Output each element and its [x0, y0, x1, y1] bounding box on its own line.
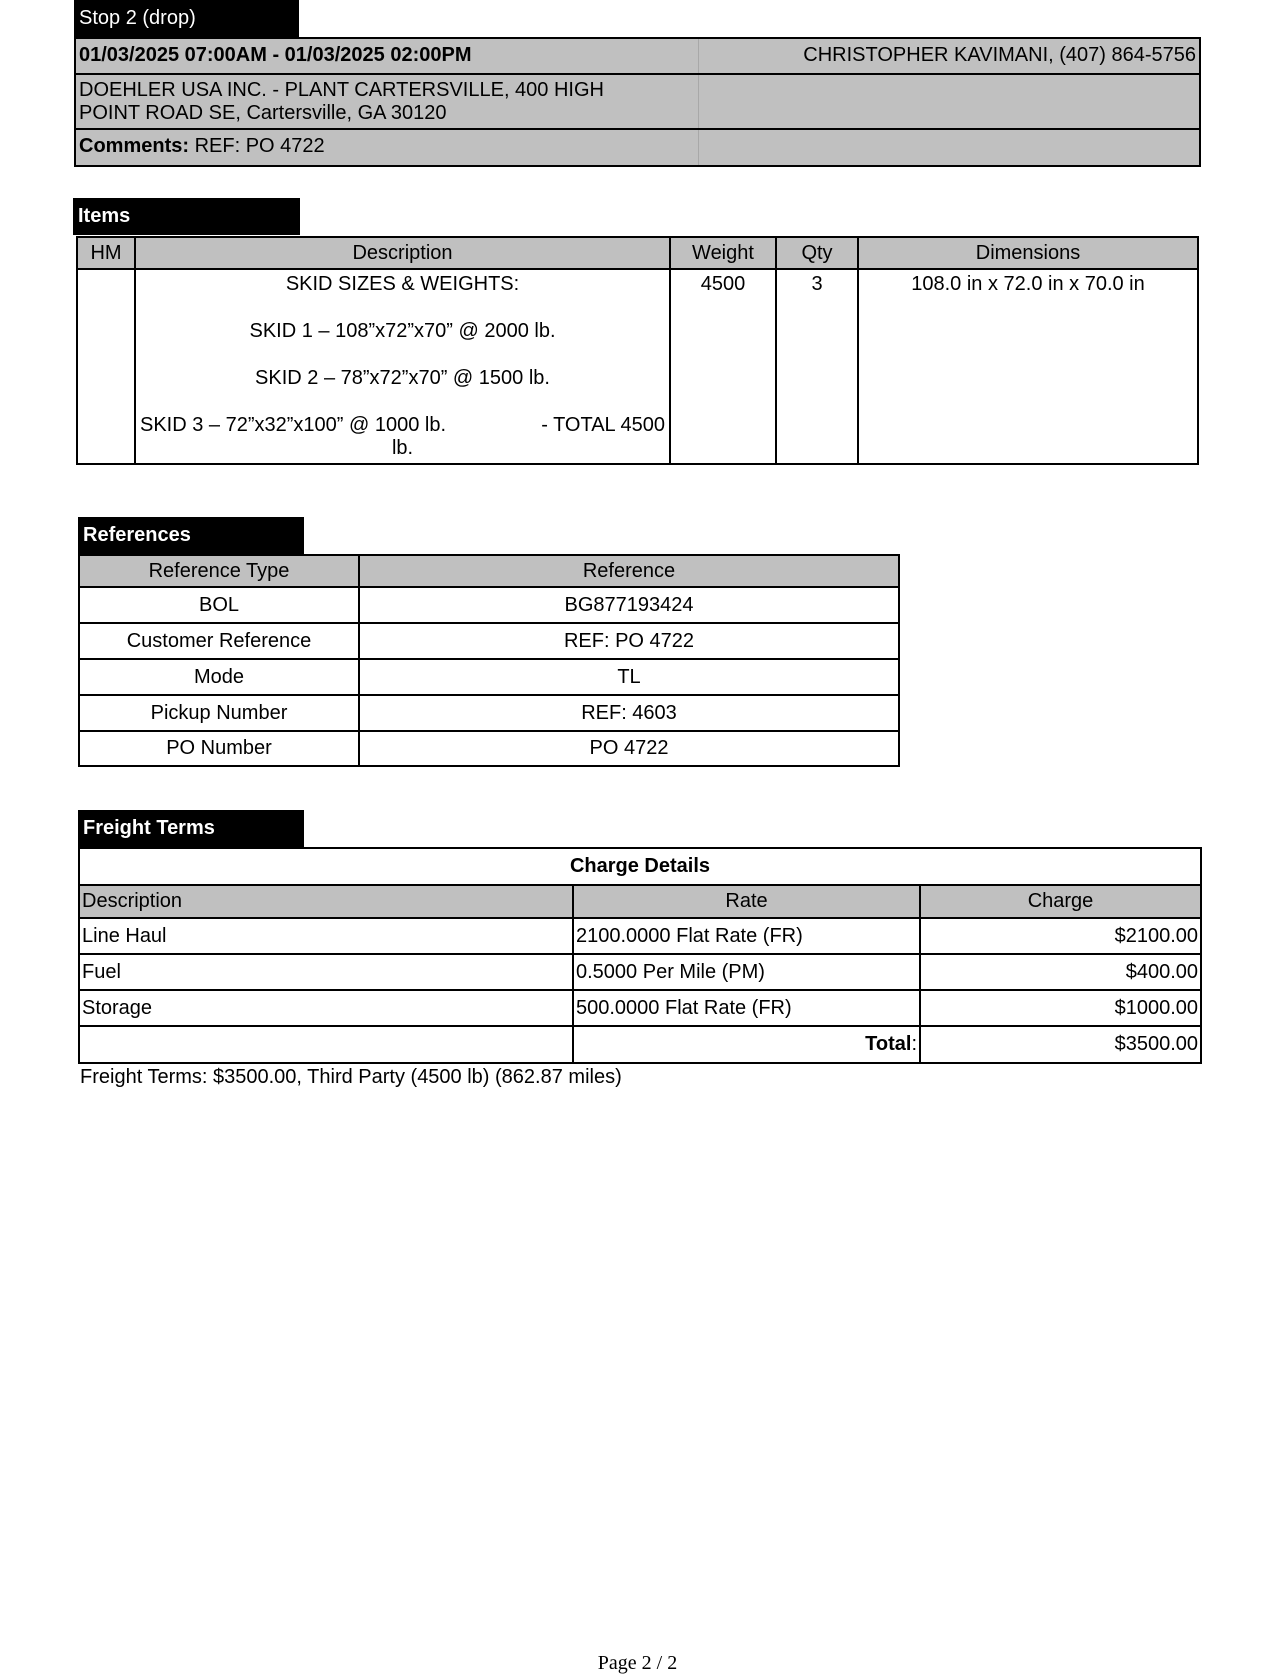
- stop-tab-label: Stop 2 (drop): [79, 7, 196, 29]
- items-tab-label: Items: [78, 205, 131, 227]
- table-row: [79, 659, 899, 695]
- charge-description: Storage: [79, 990, 573, 1026]
- items-header-description: Description: [135, 237, 670, 269]
- items-header-weight: Weight: [670, 237, 776, 269]
- reference-type: PO Number: [79, 731, 359, 766]
- charge-amount: $400.00: [920, 954, 1201, 990]
- item-desc-line4a: SKID 3 – 72”x32”x100” @ 1000 lb.: [140, 414, 447, 436]
- page-number: Page 2 / 2: [597, 1652, 678, 1674]
- item-description: [135, 269, 670, 464]
- total-label-cell: [573, 1026, 920, 1063]
- table-row: [79, 695, 899, 731]
- total-empty-cell: [79, 1026, 573, 1063]
- freight-header-row: [79, 885, 1201, 918]
- item-hm: [77, 269, 135, 464]
- stop-comments-row: [76, 130, 1199, 165]
- reference-value: REF: 4603: [359, 695, 899, 731]
- item-weight: 4500: [670, 269, 776, 464]
- table-row: [79, 918, 1201, 954]
- stop-address-row: [76, 75, 1199, 130]
- charge-description: Line Haul: [79, 918, 573, 954]
- references-header-value: Reference: [359, 555, 899, 587]
- stop-address: [79, 79, 604, 125]
- charge-details-title: Charge Details: [79, 848, 1201, 885]
- reference-type: Mode: [79, 659, 359, 695]
- table-row: [79, 990, 1201, 1026]
- table-row: [79, 954, 1201, 990]
- stop-details-box: [74, 37, 1201, 167]
- stop-address-line2: POINT ROAD SE, Cartersville, GA 30120: [79, 102, 447, 124]
- table-row: [79, 623, 899, 659]
- items-header-dimensions: Dimensions: [858, 237, 1198, 269]
- reference-value: TL: [359, 659, 899, 695]
- reference-type: Pickup Number: [79, 695, 359, 731]
- reference-value: PO 4722: [359, 731, 899, 766]
- total-label: Total: [865, 1033, 912, 1055]
- stop-contact: CHRISTOPHER KAVIMANI, (407) 864-5756: [803, 44, 1196, 66]
- table-row: [79, 731, 899, 766]
- item-desc-line2: SKID 1 – 108”x72”x70” @ 2000 lb.: [249, 320, 556, 342]
- stop-time-row: [76, 39, 1199, 75]
- charge-rate: 500.0000 Flat Rate (FR): [573, 990, 920, 1026]
- item-dimensions: 108.0 in x 72.0 in x 70.0 in: [858, 269, 1198, 464]
- freight-terms-summary: Freight Terms: $3500.00, Third Party (4500 lb) (862.87 miles): [80, 1066, 622, 1088]
- item-desc-line3: SKID 2 – 78”x72”x70” @ 1500 lb.: [255, 367, 550, 389]
- table-row: [79, 587, 899, 623]
- charge-amount: $1000.00: [920, 990, 1201, 1026]
- charge-rate: 0.5000 Per Mile (PM): [573, 954, 920, 990]
- item-desc-line4: [140, 414, 665, 437]
- items-header-row: [77, 237, 1198, 269]
- items-table: [76, 236, 1199, 465]
- items-row: [77, 269, 1198, 464]
- reference-value: REF: PO 4722: [359, 623, 899, 659]
- total-value: $3500.00: [920, 1026, 1201, 1063]
- stop-comments: [79, 135, 325, 158]
- item-desc-line5: lb.: [391, 437, 414, 459]
- items-tab: [73, 198, 300, 235]
- charge-details-title-row: [79, 848, 1201, 885]
- freight-terms-tab: [78, 810, 304, 847]
- charge-amount: $2100.00: [920, 918, 1201, 954]
- freight-header-description: Description: [79, 885, 573, 918]
- charge-rate: 2100.0000 Flat Rate (FR): [573, 918, 920, 954]
- item-desc-line4b: - TOTAL 4500: [541, 414, 665, 436]
- stop-comments-value: REF: PO 4722: [194, 135, 325, 157]
- freight-terms-tab-label: Freight Terms: [83, 817, 215, 839]
- reference-type: BOL: [79, 587, 359, 623]
- total-colon: :: [911, 1033, 917, 1055]
- reference-value: BG877193424: [359, 587, 899, 623]
- references-tab-label: References: [83, 524, 191, 546]
- freight-header-rate: Rate: [573, 885, 920, 918]
- stop-tab: [74, 0, 299, 37]
- item-qty: 3: [776, 269, 858, 464]
- freight-header-charge: Charge: [920, 885, 1201, 918]
- freight-charges-table: [78, 847, 1202, 1064]
- references-header-row: [79, 555, 899, 587]
- items-header-hm: HM: [77, 237, 135, 269]
- items-header-qty: Qty: [776, 237, 858, 269]
- total-row: [79, 1026, 1201, 1063]
- stop-comments-label: Comments:: [79, 135, 190, 157]
- reference-type: Customer Reference: [79, 623, 359, 659]
- references-header-type: Reference Type: [79, 555, 359, 587]
- charge-description: Fuel: [79, 954, 573, 990]
- stop-time-window: 01/03/2025 07:00AM - 01/03/2025 02:00PM: [79, 44, 472, 66]
- references-tab: [78, 517, 304, 554]
- stop-address-line1: DOEHLER USA INC. - PLANT CARTERSVILLE, 400 HIGH: [79, 79, 604, 101]
- item-desc-line1: SKID SIZES & WEIGHTS:: [285, 273, 520, 295]
- references-table: [78, 554, 900, 767]
